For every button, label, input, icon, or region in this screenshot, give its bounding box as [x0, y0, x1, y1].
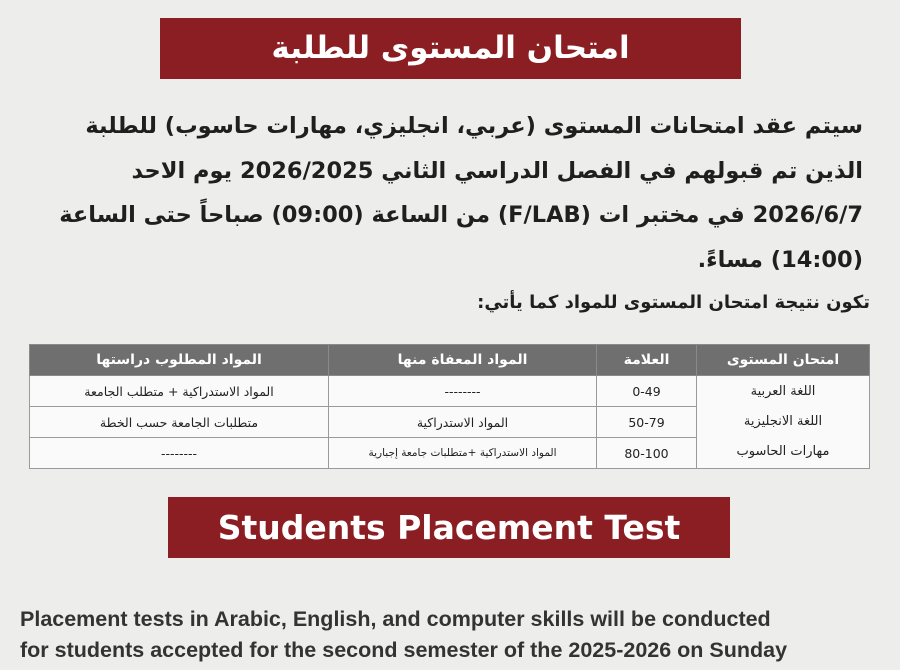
- level-computer: مهارات الحاسوب: [736, 444, 830, 459]
- levels-cell: [697, 376, 870, 469]
- english-title: Students Placement Test: [217, 508, 681, 547]
- exempt-cell: المواد الاستدراكية +متطلبات جامعة إجبارية: [329, 438, 597, 469]
- arabic-title-banner: [160, 18, 741, 79]
- arabic-paragraph-line: (14:00) مساءً.: [697, 246, 863, 273]
- arabic-paragraph-line: الذين تم قبولهم في الفصل الدراسي الثاني 2026/2025 يوم الاحد: [131, 157, 863, 184]
- required-cell: متطلبات الجامعة حسب الخطة: [30, 407, 329, 438]
- header-level: امتحان المستوى: [697, 345, 870, 376]
- table-row: [30, 376, 870, 407]
- required-cell: المواد الاستدراكية + متطلب الجامعة: [30, 376, 329, 407]
- header-mark: العلامة: [597, 345, 697, 376]
- mark-cell: 80-100: [597, 438, 697, 469]
- exempt-cell: --------: [329, 376, 597, 407]
- mark-cell: 50-79: [597, 407, 697, 438]
- required-cell: --------: [30, 438, 329, 469]
- english-paragraph-line: Placement tests in Arabic, English, and computer skills will be conducted: [20, 607, 771, 631]
- mark-cell: 0-49: [597, 376, 697, 407]
- exempt-cell: المواد الاستدراكية: [329, 407, 597, 438]
- table-header-row: [30, 345, 870, 376]
- english-title-banner: [168, 497, 730, 558]
- level-english: اللغة الانجليزية: [743, 414, 823, 429]
- arabic-paragraph: [38, 104, 863, 282]
- level-arabic: اللغة العربية: [750, 384, 816, 399]
- arabic-paragraph-line: سيتم عقد امتحانات المستوى (عربي، انجليزي، مهارات حاسوب) للطلبة: [85, 113, 863, 139]
- arabic-title: امتحان المستوى للطلبة: [271, 30, 630, 66]
- header-required: المواد المطلوب دراستها: [30, 345, 329, 376]
- arabic-intro: تكون نتيجة امتحان المستوى للمواد كما يأتي:: [477, 292, 870, 313]
- english-paragraph-line: for students accepted for the second semester of the 2025-2026 on Sunday: [20, 638, 788, 662]
- header-exempt: المواد المعفاة منها: [329, 345, 597, 376]
- results-table: [29, 344, 870, 469]
- arabic-paragraph-line: 2026/6/7 في مختبر ات (F/LAB) من الساعة (09:00) صباحاً حتى الساعة: [59, 202, 863, 228]
- english-paragraph: [20, 604, 880, 666]
